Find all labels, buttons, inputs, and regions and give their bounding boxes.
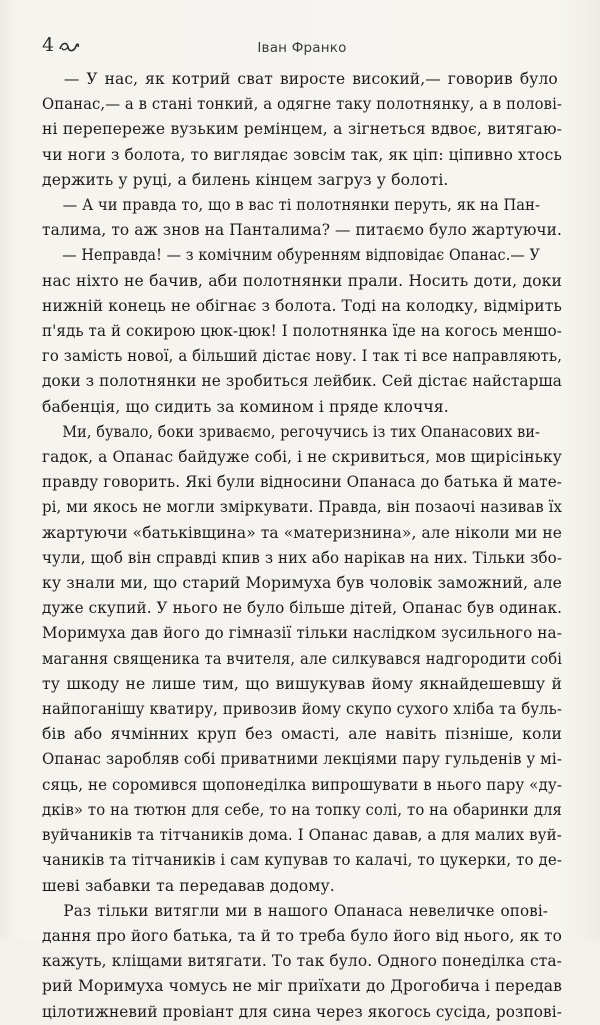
text-line: гадок, а Опанас байдуже собі, і не скривиться, мов щирісіньку xyxy=(42,448,562,467)
text-line: — У нас, як котрий сват виросте високий,— говорив було xyxy=(63,70,558,88)
text-line: нижній конець не обігнає з болота. Тоді на колодку, відмірить xyxy=(42,296,562,315)
text-line: ні перепереже вузьким ремінцем, а зігнеться вдвоє, витягаю- xyxy=(42,120,562,139)
text-line: дків» то на тютюн для себе, то на топку солі, то на обаринки для xyxy=(42,800,562,819)
text-line: Ми, бувало, боки зриваємо, регочучись із тих Опанасових ви- xyxy=(62,422,541,441)
text-line: чули, щоб він справді кпив з них або нарікав на них. Тільки збо- xyxy=(42,548,563,567)
text-line: нас ніхто не бачив, аби полотнянки прали. Носить доти, доки xyxy=(42,271,563,290)
text-line: ку знали ми, що старий Моримуха був чоловік заможний, але xyxy=(42,574,562,593)
text-line: дання про його батька, та й то треба було його від нього, як то xyxy=(42,926,562,945)
text-line: ту шкоду не лише тим, що вишукував йому якнайдешевшу й xyxy=(42,674,562,693)
page-header xyxy=(42,30,562,62)
paragraph xyxy=(42,193,562,243)
page-number: 4 xyxy=(42,34,55,56)
text-line: чи ноги з болота, то виглядає зовсім так, як ціп: ціпивно хтось xyxy=(42,145,563,164)
text-line: п'ядь та й сокирою цюк-цюк! І полотнянка їде на когось меншо- xyxy=(42,322,562,341)
text-line: держить у руці, а билень кінцем загруз у болоті. xyxy=(42,170,449,189)
text-line: дуже скупий. У нього не було більше дітей, Опанас був одинак. xyxy=(42,599,563,618)
text-line: кажуть, кліщами витягати. То так було. Одного понеділка ста- xyxy=(42,952,563,971)
text-line: чаників та тітчаників і сам купував то калачі, то цукерки, то де- xyxy=(42,851,563,870)
text-line: бів або ячмінних круп без омасті, але навіть пізніше, коли xyxy=(42,725,562,744)
text-line: магання священика та вчителя, але силкувався надгородити собі xyxy=(42,649,563,668)
text-line: вуйчаників та тітчаників дома. І Опанас давав, а для малих вуй- xyxy=(42,826,562,845)
text-line: го замість нової, а більший дістає нову. І так ті все направляють, xyxy=(42,347,563,366)
text-line: найпоганішу кватиру, привозив йому скупо сухого хліба та буль- xyxy=(42,700,563,719)
text-line: жартуючи «батьківщина» та «материзнина», але ніколи ми не xyxy=(42,523,562,542)
paragraph xyxy=(42,899,562,1025)
body-text xyxy=(42,67,562,1025)
text-line: талима, то аж знов на Панталима? — питаємо було жартуючи. xyxy=(42,221,562,240)
text-line: рий Моримуха чомусь не міг приїхати до Дрогобича і передав xyxy=(42,977,563,996)
paragraph xyxy=(42,420,562,899)
text-line: сяць, не соромився щопонеділка випрошувати в нього пару «ду- xyxy=(42,775,563,794)
paragraph xyxy=(42,243,562,419)
text-line: бабенція, що сидить за комином і пряде клоччя. xyxy=(42,397,449,416)
text-line: правду говорить. Які були відносини Опанаса до батька й мате- xyxy=(42,473,563,492)
paragraph xyxy=(42,67,562,193)
text-line: цілотижневий провіант для сина через якогось сусіда, розпові- xyxy=(42,1002,562,1021)
text-line: — А чи правда то, що в вас ті полотнянки перуть, як на Пан- xyxy=(62,196,540,215)
text-line: рі, ми якось не могли зміркувати. Правда, він позаочі називав їх xyxy=(42,498,563,517)
text-line: Опанас,— а в стані тонкий, а одягне таку полотнянку, а в полові- xyxy=(42,95,563,114)
text-line: доки з полотнянки не зробиться лейбик. Сей дістає найстарша xyxy=(42,372,563,391)
running-head: Іван Франко xyxy=(257,40,347,56)
text-line: шеві забавки та передавав додому. xyxy=(42,876,335,895)
text-line: — Неправда! — з комічним обуренням відповідає Опанас.— У xyxy=(62,246,540,265)
text-line: Моримуха дав його до гімназії тільки наслідком зусильного на- xyxy=(42,624,563,643)
text-line: Опанас заробляв собі приватними лекціями пару гульденів у мі- xyxy=(42,750,562,769)
text-line: Раз тільки витягли ми в нашого Опанаса невеличке опові- xyxy=(63,901,549,920)
